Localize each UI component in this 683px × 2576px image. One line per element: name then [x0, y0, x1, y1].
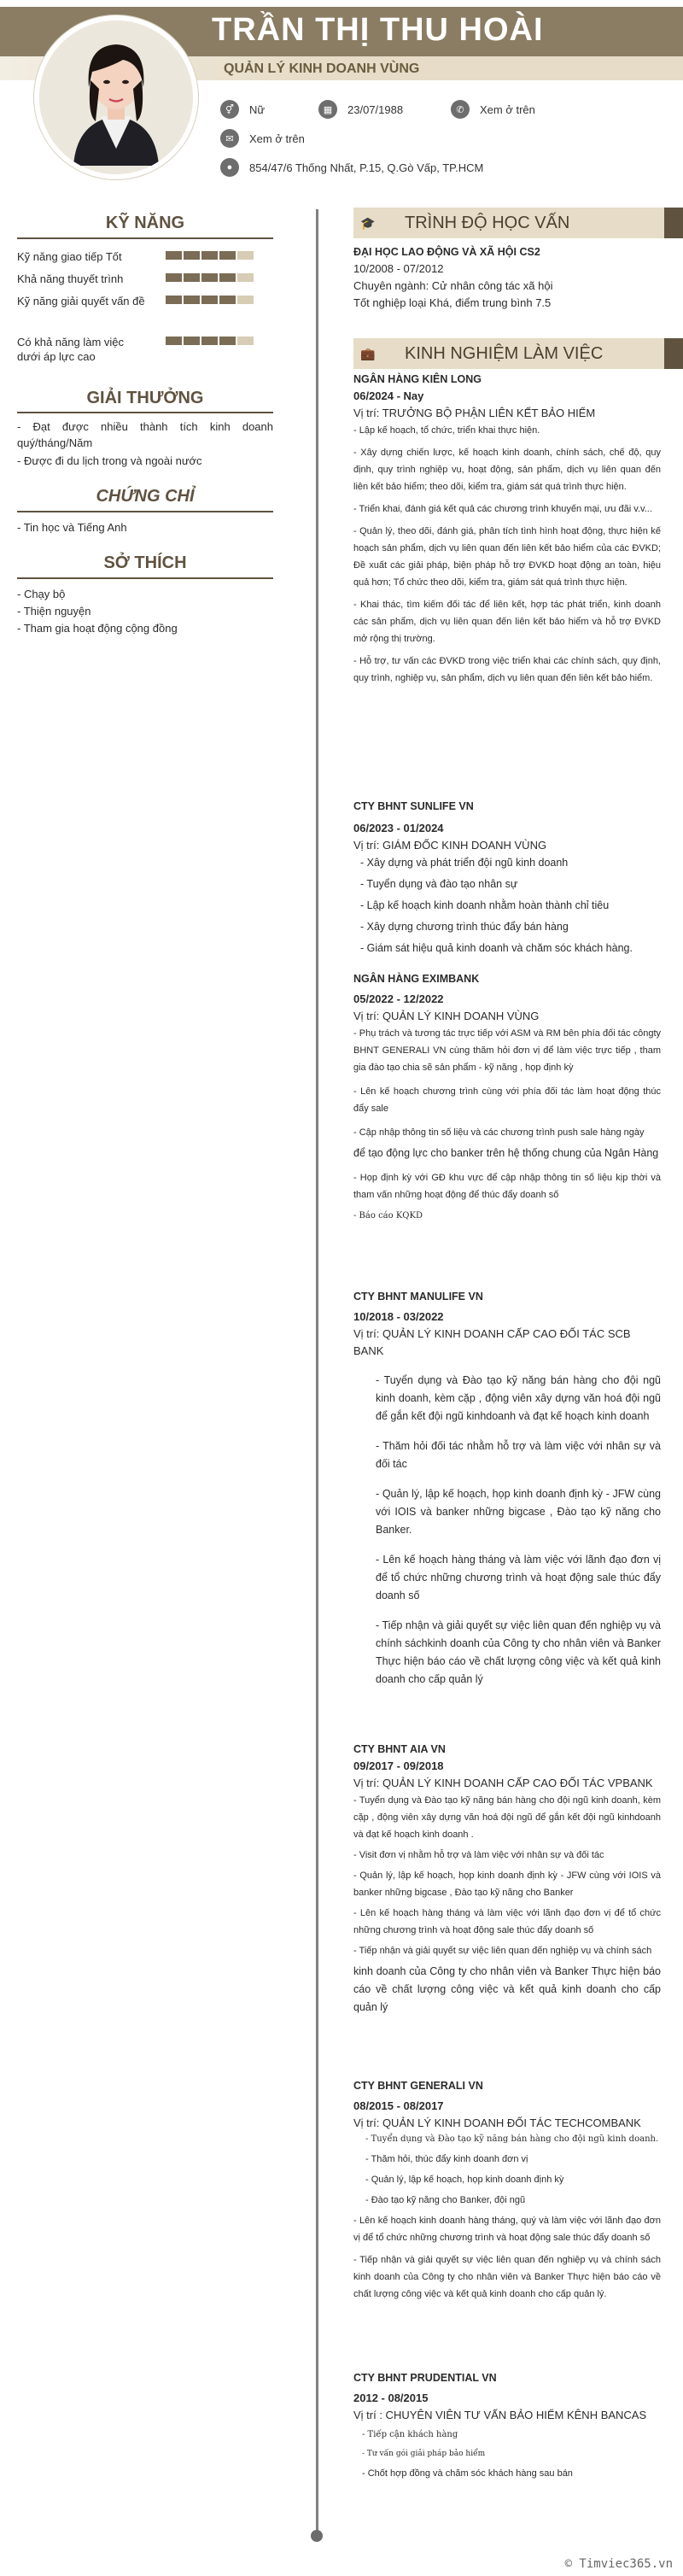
job-bullet: - Xây dựng chương trình thúc đẩy bán hàng [360, 921, 569, 933]
contact-address [220, 158, 483, 177]
job-bullet: - Tuyển dụng và Đào tạo kỹ năng bán hàng cho đội ngũ kinh doanh, kèm cặp , động viên xây dựng văn hoá đội ngũ để gắn kết đội ngũ kinhdoanh và đạt kế hoạch kinh doanh . [353, 1795, 661, 1840]
skill-segment [166, 273, 182, 282]
job-bullet: - Xây dựng và phát triển đội ngũ kinh doanh [360, 857, 569, 869]
awards-rule [17, 412, 273, 413]
education-block [353, 243, 661, 312]
job-bullet: - Họp định kỳ với GĐ khu vực để cập nhập thông tin số liệu kịp thời và tham vấn những hoạt động để thúc đẩy doanh số [353, 1173, 661, 1200]
skill-segment [219, 251, 236, 260]
header-accent [664, 338, 683, 369]
job-kienlong [353, 371, 661, 687]
job-aia [353, 1741, 661, 2017]
job-bullet: - Tuyển dụng và đào tạo nhân sự [360, 878, 518, 890]
job-bullet: - Quản lý, lập kế hoạch, họp kinh doanh định kỳ [365, 2175, 564, 2185]
header-accent [664, 208, 683, 238]
job-period: 2012 - 08/2015 [353, 2392, 429, 2404]
contact-dob [318, 100, 403, 119]
job-bullet: - Lên kế hoạch hàng tháng và làm việc với lãnh đạo đơn vị để tổ chức những chương trình và hoạt động sale thúc đẩy doanh số [353, 1908, 661, 1935]
job-bullet: - Xây dựng chiến lược, kế hoạch kinh doanh, chính sách, chế độ, quy định, quy trình nghiệp vụ, hoạt động, sản phẩm, dịch vụ liên quan đến liên kết bảo hiểm; theo dõi, kiểm tra, giám sát quá trình thực hiện. [353, 448, 661, 492]
job-bullet: - Thăm hỏi đối tác nhằm hỗ trợ và làm việc với nhân sự và đối tác [376, 1440, 661, 1470]
job-eximbank [353, 970, 661, 1224]
phone-icon: ✆ [451, 100, 470, 119]
skill-segment [184, 251, 200, 260]
briefcase-icon: 💼 [360, 346, 376, 360]
job-bullet: - Tiếp cận khách hàng [362, 2430, 458, 2439]
job-bullet: - Lên kế hoạch hàng tháng và làm việc với lãnh đạo đơn vị để tổ chức những chương trình và hoạt động sale thúc đẩy doanh số [376, 1554, 661, 1601]
skills-title: KỸ NĂNG [105, 214, 185, 232]
job-bullet: - Thăm hỏi, thúc đẩy kinh doanh đơn vị [365, 2154, 528, 2164]
job-company: CTY BHNT SUNLIFE VN [353, 800, 474, 812]
job-bullet: - Tuyển dụng và Đào tạo kỹ năng bán hàng cho đội ngũ kinh doanh. [365, 2134, 659, 2144]
job-position: Vị trí: TRƯỞNG BỘ PHẬN LIÊN KẾT BẢO HIỂM [353, 407, 596, 419]
job-period: 08/2015 - 08/2017 [353, 2099, 444, 2112]
school-name: ĐẠI HỌC LAO ĐỘNG VÀ XÃ HỘI CS2 [353, 246, 540, 258]
job-bullet: - Cập nhập thông tin số liệu và các chương trình push sale hàng ngày [353, 1127, 645, 1138]
email-icon: ✉ [220, 129, 239, 148]
certs-title: CHỨNG CHỈ [96, 487, 195, 506]
skill-segment [184, 296, 200, 304]
skill-label: Khả năng thuyết trình [17, 272, 124, 285]
graduation-cap-icon: 🎓 [360, 215, 376, 230]
job-bullet: - Tuyển dụng và Đào tạo kỹ năng bán hàng cho đội ngũ kinh doanh, kèm cặp , động viên xây dựng văn hoá đội ngũ để gắn kết đội ngũ kinhdoanh và đạt kế hoạch kinh doanh [376, 1374, 661, 1422]
skill-segment [237, 251, 254, 260]
skill-segment [184, 337, 200, 345]
job-generali [353, 2077, 661, 2303]
skill-segment [201, 251, 218, 260]
job-bullet: - Quản lý, theo dõi, đánh giá, phân tích tình hình hoạt động, thực hiện kế hoạch sản phẩm, dịch vụ liên quan đến liên kết bảo hiểm của các ĐVKD; Đề xuất các giải pháp, biện pháp hỗ trợ ĐVKD hoạt động an toàn, hiệu quả hơn; Tổ chức theo dõi, kiểm tra, giám sát quá trình thực hiện. [353, 526, 661, 588]
awards-line: - Được đi du lịch trong và ngoài nước [17, 454, 202, 467]
timeline-end-dot [311, 2530, 323, 2542]
job-bullet: - Quản lý, lập kế hoạch, họp kinh doanh định kỳ - JFW cùng với IOIS và banker những bigcase , Đào tạo kỹ năng cho Banker. [376, 1488, 661, 1536]
skill-segment [219, 273, 236, 282]
job-bullet: - Tiếp nhận và giải quyết sự việc liên quan đến nghiệp vụ và chính sáchkinh doanh của Công ty cho nhân viên và Banker Thực hiện báo cáo về chất lượng công việc và kết quả kinh doanh cho cấp quản lý [376, 1619, 661, 1685]
job-sunlife [353, 798, 661, 957]
gender-value: Nữ [249, 102, 266, 116]
skill-row [17, 272, 273, 289]
skill-level-bar [166, 251, 254, 260]
job-bullet: để tạo động lực cho banker trên hệ thống chung của Ngân Hàng [353, 1147, 659, 1159]
education-period: 10/2008 - 07/2012 [353, 262, 444, 275]
skill-row [17, 335, 273, 369]
skill-row [17, 294, 273, 328]
skill-segment [237, 273, 254, 282]
job-bullet: - Chốt hợp đồng và chăm sóc khách hàng sau bán [362, 2468, 573, 2479]
job-company: CTY BHNT GENERALI VN [353, 2080, 483, 2092]
job-company: NGÂN HÀNG EXIMBANK [353, 973, 480, 985]
skill-level-bar [166, 296, 254, 304]
candidate-role: QUẢN LÝ KINH DOANH VÙNG [224, 61, 420, 76]
footer-watermark: © Timviec365.vn [564, 2557, 673, 2571]
job-position: Vị trí : CHUYÊN VIÊN TƯ VẤN BẢO HIỂM KÊNH BANCAS [353, 2409, 647, 2421]
job-position: Vị trí: QUẢN LÝ KINH DOANH VÙNG [353, 1010, 540, 1022]
job-bullet: - Lập kế hoạch kinh doanh nhằm hoàn thành chỉ tiêu [360, 899, 610, 911]
job-bullet: - Giám sát hiệu quả kinh doanh và chăm sóc khách hàng. [360, 942, 633, 954]
contact-phone [451, 100, 535, 119]
skill-level-bar [166, 337, 254, 345]
education-major: Chuyên ngành: Cử nhân công tác xã hội [353, 279, 553, 292]
job-bullet: - Tiếp nhận và giải quyết sự việc liên quan đến nghiệp vụ và chính sách [353, 1946, 652, 1956]
hobby-item: - Tham gia hoạt động cộng đồng [17, 622, 178, 635]
address-value: 854/47/6 Thống Nhất, P.15, Q.Gò Vấp, TP.HCM [249, 161, 484, 174]
job-position: Vị trí: GIÁM ĐỐC KINH DOANH VÙNG [353, 839, 547, 852]
job-period: 05/2022 - 12/2022 [353, 992, 444, 1005]
hobbies-title: SỞ THÍCH [103, 553, 187, 572]
job-bullet: - Lập kế hoạch, tổ chức, triển khai thực hiện. [353, 425, 540, 436]
skill-segment [201, 296, 218, 304]
skill-segment [166, 296, 182, 304]
phone-value: Xem ở trên [480, 102, 535, 116]
job-company: NGÂN HÀNG KIÊN LONG [353, 373, 482, 385]
job-bullet: kinh doanh của Công ty cho nhân viên và Banker Thực hiện báo cáo về chất lượng công việc và kết quả kinh doanh cho cấp quản lý [353, 1965, 661, 2013]
job-bullet: - Triển khai, đánh giá kết quả các chương trình khuyến mại, ưu đãi v.v... [353, 504, 652, 514]
skill-level-bar [166, 273, 254, 282]
job-bullet: - Báo cáo KQKD [353, 1211, 423, 1221]
job-bullet: - Visit đơn vị nhằm hỗ trợ và làm việc với nhân sự và đối tác [353, 1850, 604, 1860]
certs-line: - Tin học và Tiếng Anh [17, 521, 127, 534]
education-title: TRÌNH ĐỘ HỌC VẤN [405, 214, 570, 232]
email-value: Xem ở trên [249, 132, 305, 145]
job-bullet: - Quản lý, lập kế hoạch, họp kinh doanh định kỳ - JFW cùng với IOIS và banker những bigcase , Đào tạo kỹ năng cho Banker [353, 1871, 661, 1898]
timeline-line [316, 209, 318, 2532]
experience-header [353, 338, 683, 369]
job-period: 06/2023 - 01/2024 [353, 822, 444, 834]
job-prudential [353, 2369, 661, 2482]
skill-segment [201, 273, 218, 282]
education-header [353, 208, 683, 238]
job-bullet: - Lên kế hoạch kinh doanh hàng tháng, quý và làm việc với lãnh đạo đơn vị để tổ chức những chương trình và hoạt động sale thúc đẩy doanh số [353, 2216, 661, 2243]
skill-segment [237, 296, 254, 304]
hobby-item: - Thiện nguyện [17, 605, 91, 618]
contact-email [220, 129, 305, 148]
job-position: Vị trí: QUẢN LÝ KINH DOANH CẤP CAO ĐỐI TÁC SCB BANK [353, 1327, 631, 1357]
skill-row [17, 249, 273, 266]
hobby-item: - Chạy bộ [17, 588, 66, 600]
skill-segment [219, 296, 236, 304]
job-bullet: - Hỗ trợ, tư vấn các ĐVKD trong việc triển khai các chính sách, quy định, quy trình, nghiệp vụ, sản phẩm, dịch vụ liên quan đến liên kết bảo hiểm. [353, 656, 661, 683]
job-company: CTY BHNT MANULIFE VN [353, 1291, 483, 1303]
job-bullet: - Tư vấn gói giải pháp bảo hiểm [362, 2450, 486, 2458]
job-bullet: - Khai thác, tìm kiếm đối tác để liên kết, hợp tác phát triển, kinh doanh các sản phẩm, dịch vụ liên quan đến liên kết bảo hiểm và hỗ trợ ĐVKD mở rộng thị trường. [353, 600, 661, 644]
calendar-icon: ▦ [318, 100, 337, 119]
awards-title: GIẢI THƯỞNG [86, 389, 204, 407]
skills-rule [17, 237, 273, 239]
location-icon: ● [220, 158, 239, 177]
job-manulife [353, 1288, 661, 1689]
awards-line: - Đạt được nhiều thành tích kinh doanh quý/tháng/Năm [17, 420, 273, 449]
dob-value: 23/07/1988 [347, 102, 404, 116]
job-bullet: - Đào tạo kỹ năng cho Banker, đội ngũ [365, 2195, 526, 2205]
skill-segment [237, 337, 254, 345]
job-bullet: - Tiếp nhận và giải quyết sự việc liên quan đến nghiệp vụ và chính sách kinh doanh của Công ty cho nhân viên và Banker Thực hiện báo cáo về chất lượng công việc và kết quả kinh doanh cho cấp quản lý. [353, 2255, 661, 2299]
skill-label: Kỹ năng giải quyết vấn đề [17, 295, 145, 307]
avatar-portrait [39, 20, 193, 174]
job-company: CTY BHNT AIA VN [353, 1743, 446, 1755]
skill-segment [201, 337, 218, 345]
skill-segment [166, 337, 182, 345]
skill-segment [166, 251, 182, 260]
candidate-name: TRẦN THỊ THU HOÀI [212, 12, 544, 48]
job-bullet: - Phụ trách và tương tác trực tiếp với ASM và RM bên phía đối tác côngty BHNT GENERALI VN cùng thăm hỏi đơn vị để làm việc trực tiếp , tham gia đào tạo chia sẽ sản phẩm - kỹ năng , họp định kỳ [353, 1028, 661, 1073]
experience-title: KINH NGHIỆM LÀM VIỆC [405, 344, 604, 363]
job-period: 09/2017 - 09/2018 [353, 1759, 444, 1772]
skill-label: Có khả năng làm việc dưới áp lực cao [17, 336, 125, 363]
job-position: Vị trí: QUẢN LÝ KINH DOANH CẤP CAO ĐỐI TÁC VPBANK [353, 1777, 653, 1789]
hobbies-rule [17, 577, 273, 579]
job-period: 06/2024 - Nay [353, 389, 424, 402]
job-company: CTY BHNT PRUDENTIAL VN [353, 2372, 497, 2384]
skill-label: Kỹ năng giao tiếp Tốt [17, 250, 122, 263]
job-period: 10/2018 - 03/2022 [353, 1310, 444, 1323]
certs-rule [17, 511, 273, 512]
contact-gender [220, 100, 265, 119]
gender-icon: ⚥ [220, 100, 239, 119]
education-grade: Tốt nghiệp loại Khá, điểm trung bình 7.5 [353, 296, 552, 309]
skill-segment [184, 273, 200, 282]
job-position: Vị trí: QUẢN LÝ KINH DOANH ĐỐI TÁC TECHCOMBANK [353, 2116, 641, 2129]
job-bullet: - Lên kế hoạch chương trình cùng với phía đối tác làm hoạt động thúc đẩy sale [353, 1086, 661, 1114]
skill-segment [219, 337, 236, 345]
avatar [34, 15, 198, 179]
